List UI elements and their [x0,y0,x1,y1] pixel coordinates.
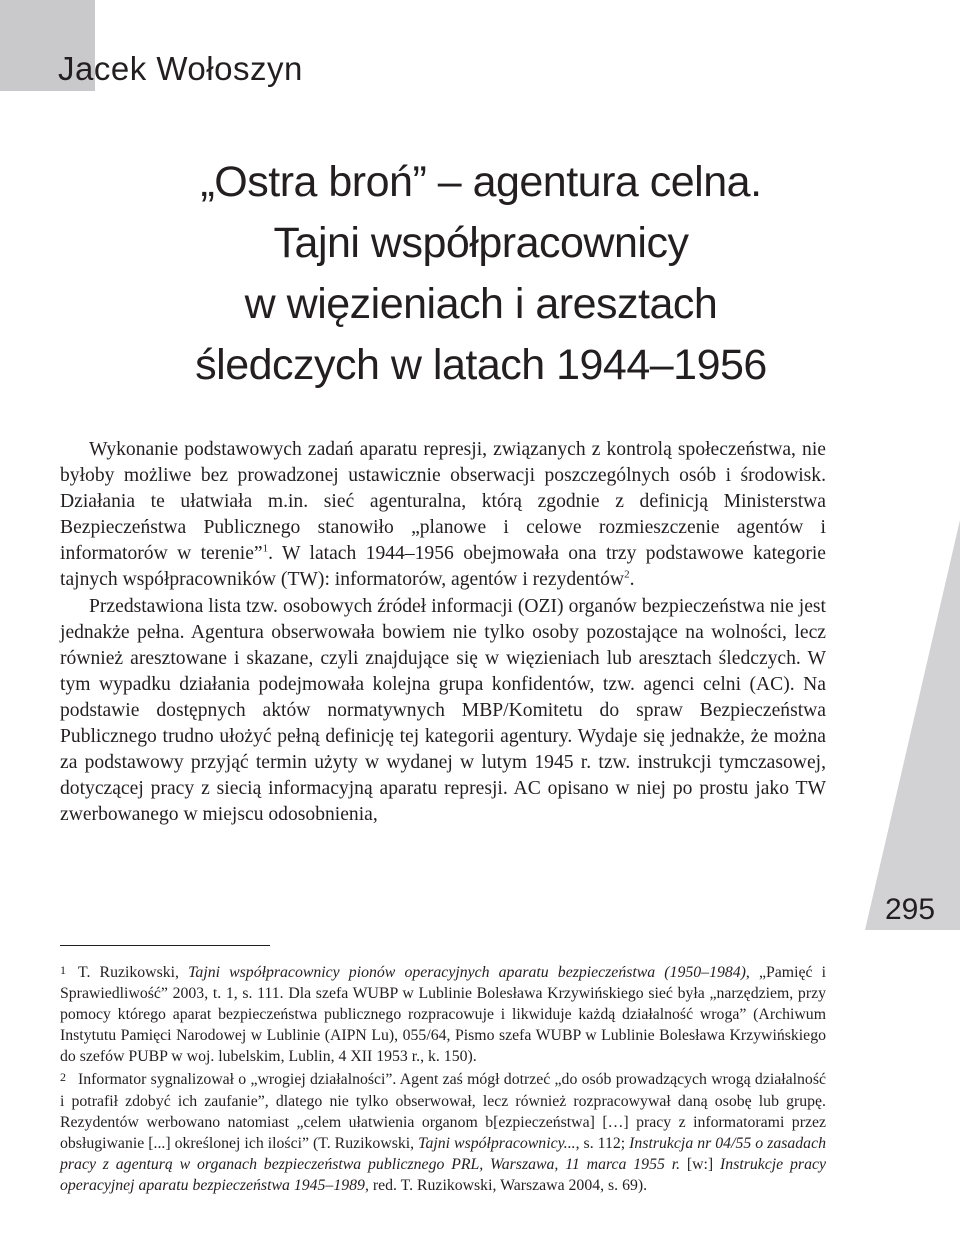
footnote-text: T. Ruzikowski, [78,964,189,981]
title-line: w więzieniach i aresztach [244,280,718,328]
footnote-text: Informator sygnalizował o „wrogiej działalności”. Agent zaś mógł dotrzeć „do osób prowadzących wrogą działalność i potrafił zdobyć ich zaufanie”, dlatego nie tylko obserwował, lecz również rozpracowywał daną osobę lub grupę. Rezydentów werbowano natomiast „celem ułatwienia organom b[ezpieczeństwa] […] pracy z informatorami przez obsługiwanie [...] określonej ich ilości” (T. Ruzikowski, [60,1071,826,1152]
page-number: 295 [885,893,936,926]
paragraph-text: . W latach 1944–1956 obejmowała ona trzy podstawowe kategorie tajnych współpracowników (TW): informatorów, agentów i rezydentów [60,543,826,591]
paragraph-text: . [629,569,635,591]
footnote-divider [60,945,270,946]
footnote-number: 2 [60,1070,66,1085]
body-text [60,437,826,828]
footnote [60,960,826,1067]
title-line: śledczych w latach 1944–1956 [195,341,767,389]
footnote-citation-title: Tajni współpracownicy... [418,1134,576,1152]
article-title [60,152,902,396]
footnote-text: , red. T. Ruzikowski, Warszawa 2004, s. 69). [364,1176,648,1194]
title-line: „Ostra broń” – agentura celna. [200,158,762,206]
footnote-reference[interactable]: 1 [262,542,269,555]
footnote-text: , s. 112; [575,1134,630,1152]
page-edge-wedge [865,520,960,930]
title-line: Tajni współpracownicy [273,219,689,267]
footnote-citation-title: Instrukcje pracy operacyjnej aparatu bezpieczeństwa 1945–1989 [60,1155,826,1194]
footnote-number: 1 [60,963,66,977]
footnote-citation-title: Tajni współpracownicy pionów operacyjnych aparatu bezpieczeństwa (1950–1984) [188,964,746,981]
footnotes [60,960,826,1196]
paragraph-text: Wykonanie podstawowych zadań aparatu represji, związanych z kontrolą społeczeństwa, nie byłoby możliwe bez prowadzonej ustawicznie obserwacji poszczególnych osób i środowisk. Działania te ułatwiała m.in. sieć agenturalna, którą zgodnie z definicją Ministerstwa Bezpieczeństwa Publicznego stanowiło „planowe i celowe rozmieszczenie agentów i informatorów w terenie” [60,439,826,565]
footnote-citation-title: Instrukcja nr 04/55 o zasadach pracy z agenturą w organach bezpieczeństwa publicznego PRL, Warszawa, 11 marca 1955 r. [60,1134,826,1173]
paragraph: Przedstawiona lista tzw. osobowych źródeł informacji (OZI) organów bezpieczeństwa nie jest jednakże pełna. Agentura obserwowała bowiem nie tylko osoby pozostające na wolności, lecz również aresztowane i skazane, czyli znajdujące się w więzieniach lub aresztach śledczych. W tym wypadku działania podejmowała kolejna grupa konfidentów, tzw. agenci celni (AC). Na podstawie dostępnych aktów normatywnych MBP/Komitetu do spraw Bezpieczeństwa Publicznego trudno ułożyć pełną definicję tej kategorii agentury. Wydaje się jednakże, że można za podstawowy przyjąć termin użyty w wydanej w lutym 1945 r. tzw. instrukcji tymczasowej, dotyczącej pracy z siecią informacyjną aparatu represji. AC opisano w niej po prostu jako TW zwerbowanego w miejscu odosobnienia, [60,595,826,826]
footnote-reference[interactable]: 2 [624,568,630,581]
author-name: Jacek Wołoszyn [58,50,303,87]
footnote [60,1067,826,1196]
paragraph [60,437,826,594]
footnote-text: , „Pamięć i Sprawiedliwość” 2003, t. 1, s. 111. Dla szefa WUBP w Lublinie Bolesława Krzywińskiego sieć była „narzędziem, przy pomocy którego aparat bezpieczeństwa publicznego rozpracowuje i likwiduje każdą działalność wroga” (Archiwum Instytutu Pamięci Narodowej w Lublinie (AIPN Lu), 055/64, Pismo szefa WUBP w Lublinie Bolesława Krzywińskiego do szefów PUBP w woj. lubelskim, Lublin, 4 XII 1953 r., k. 150). [60,964,827,1066]
footnote-text: [w:] [680,1155,721,1173]
